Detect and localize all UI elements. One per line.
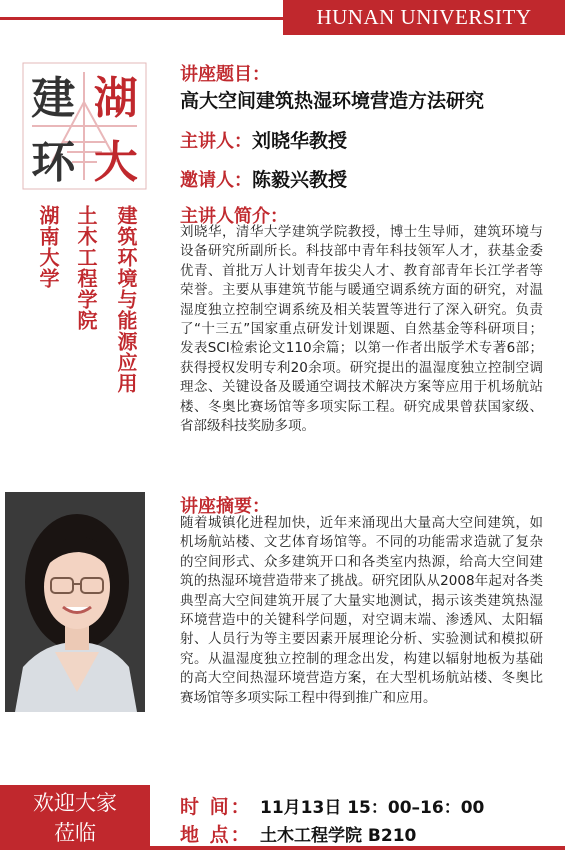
header-bar xyxy=(0,0,565,35)
inviter-name: 陈毅兴教授 xyxy=(252,169,348,191)
abstract-text: 随着城镇化进程加快，近年来涌现出大量高大空间建筑，如机场航站楼、文艺体育场馆等。不同的功能需求造就了复杂的空间形式、众多建筑开口和各类室内热源，给高大空间建筑的热湿环境营造带来了挑战。研究团队从2008年起对各类典型高大空间建筑开展了大量实地测试，揭示该类建筑热湿环境营造中的关键科学问题，对空调末端、渗透风、太阳辐射、人员行为等主要因素开展理论分析、实验测试和模拟研究。从温湿度独立控制的理念出发，构建以辐射地板为基础的高大空间热湿环境营造方案，在大型机场航站楼、冬奥比赛场馆等多项实际工程中得到推广和应用。 xyxy=(180,515,543,706)
inviter-row xyxy=(180,165,347,192)
time-row xyxy=(180,792,484,819)
bio-text: 刘晓华，清华大学建筑学院教授，博士生导师，建筑环境与设备研究所副所长。科技部中青年科技领军人才，获基金委优青、首批万人计划青年拔尖人才、教育部青年长江学者等荣誉。主要从事建筑节能与暖通空调系统方面的研究，对温湿度独立控制空调系统及相关装置等进行了深入研究。负责了“十三五”国家重点研发计划课题、自然基金等科研项目；发表SCI检索论文110余篇；以第一作者出版学术专著6部；获得授权发明专利20余项。研究提出的温湿度独立控制空调理念、关键设备及暖通空调技术解决方案等应用于机场航站楼、冬奥比赛场馆等多项实际工程。研究成果曾获国家级、省部级科技奖励多项。 xyxy=(180,224,543,435)
place-row xyxy=(180,820,416,847)
speaker-label: 主讲人： xyxy=(180,131,252,152)
welcome-line2: 莅临 xyxy=(54,820,96,845)
logo-char-hu: 湖 xyxy=(93,73,138,124)
university-title: HUNAN UNIVERSITY xyxy=(283,0,565,35)
speaker-row xyxy=(180,126,347,153)
time-label: 时 间： xyxy=(180,796,252,818)
welcome-box xyxy=(0,785,150,850)
header-line xyxy=(0,17,320,20)
bio-label: 主讲人简介： xyxy=(180,206,288,227)
logo-char-jian: 建 xyxy=(31,73,76,124)
welcome-line1: 欢迎大家 xyxy=(33,790,117,815)
speaker-name: 刘晓华教授 xyxy=(252,130,348,152)
vertical-university: 湖南大学 xyxy=(36,205,60,289)
speaker-photo xyxy=(5,492,145,712)
portrait-icon xyxy=(5,492,145,712)
vertical-college: 土木工程学院 xyxy=(74,205,98,331)
logo-char-da: 大 xyxy=(93,137,138,188)
place-value: 土木工程学院 B210 xyxy=(260,826,417,846)
vertical-major: 建筑环境与能源应用 xyxy=(114,205,138,394)
department-logo xyxy=(22,62,147,190)
topic-label: 讲座题目： xyxy=(180,64,270,85)
time-value: 11月13日 15：00–16：00 xyxy=(260,798,485,818)
lecture-topic: 高大空间建筑热湿环境营造方法研究 xyxy=(180,90,485,112)
inviter-label: 邀请人： xyxy=(180,170,252,191)
abstract-label: 讲座摘要： xyxy=(180,496,270,517)
place-label: 地 点： xyxy=(180,824,252,846)
logo-char-huan: 环 xyxy=(31,137,76,188)
